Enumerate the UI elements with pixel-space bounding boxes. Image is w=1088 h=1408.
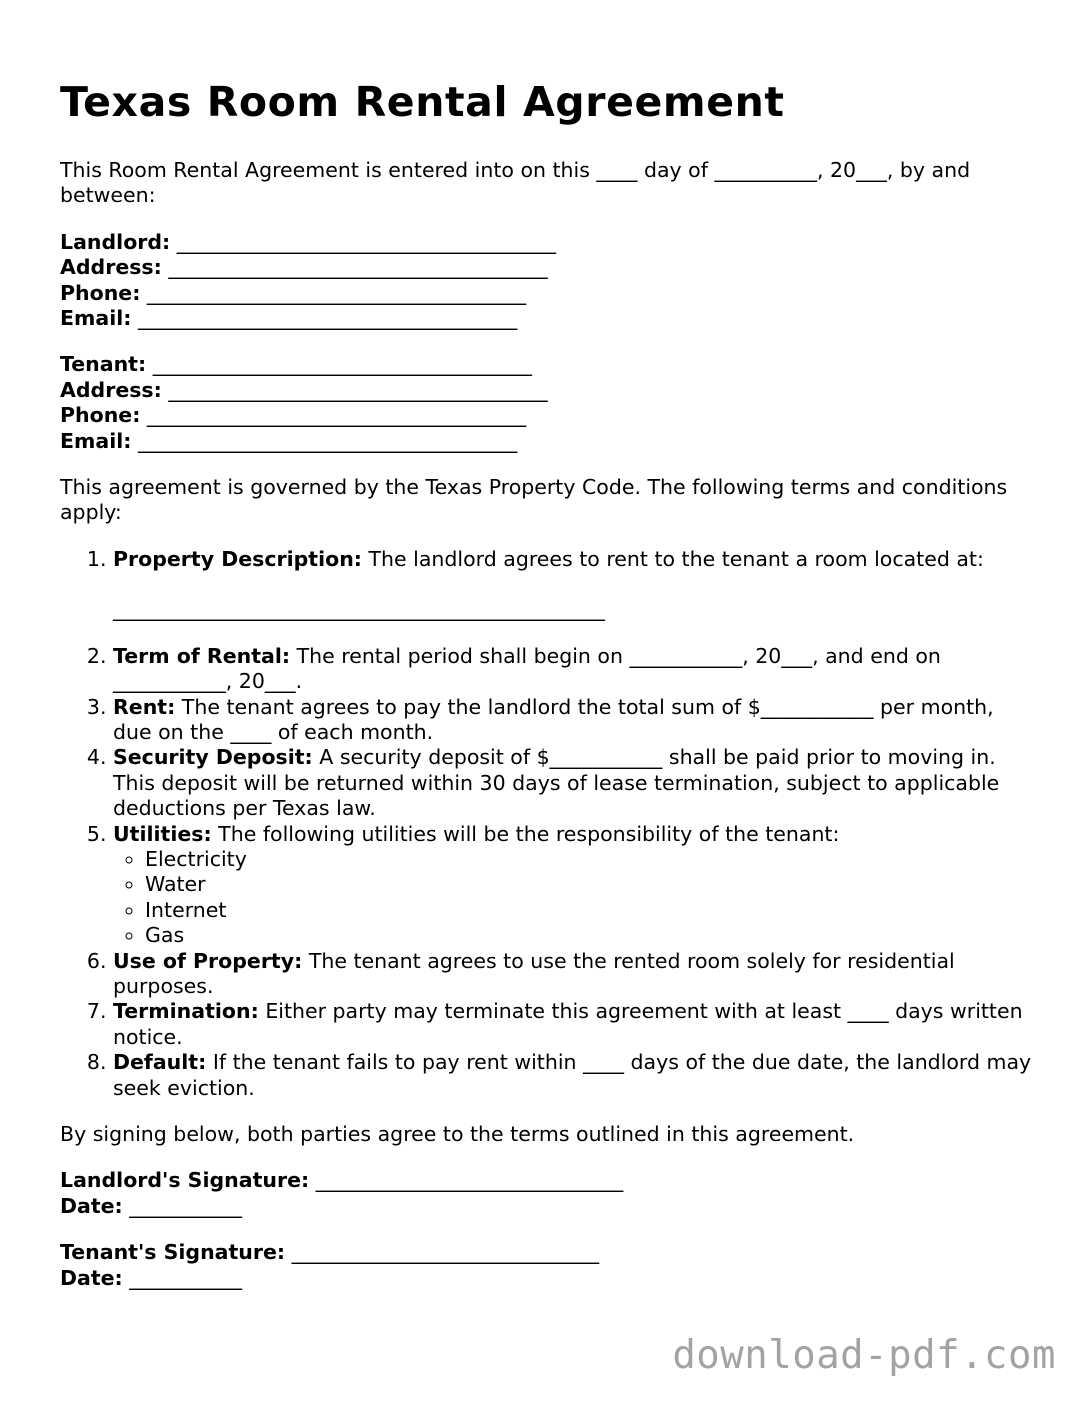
utility-item: ◦ Internet xyxy=(145,898,1035,923)
tenant-phone-field xyxy=(60,403,1035,428)
landlord-date-blank: ___________ xyxy=(122,1193,243,1218)
landlord-address-field xyxy=(60,255,1035,280)
term-text: If the tenant fails to pay rent within ____ days of the due date, the landlord may seek eviction. xyxy=(113,1050,1032,1100)
tenant-signature-blank: ______________________________ xyxy=(285,1240,600,1265)
landlord-phone-field xyxy=(60,281,1035,306)
term-text: The following utilities will be the responsibility of the tenant: xyxy=(211,821,840,846)
landlord-signature-field xyxy=(60,1168,1035,1193)
term-utilities xyxy=(113,822,1035,949)
tenant-info-block xyxy=(60,352,1035,454)
property-address-blank: ________________________________________________ xyxy=(113,597,605,622)
landlord-email-label: Email: xyxy=(60,306,132,331)
utility-item: ◦ Electricity xyxy=(145,847,1035,872)
tenant-address-field xyxy=(60,378,1035,403)
governing-law-paragraph: This agreement is governed by the Texas Property Code. The following terms and conditions apply: xyxy=(60,475,1008,525)
term-label: Utilities: xyxy=(113,821,212,846)
tenant-date-blank: ___________ xyxy=(122,1265,243,1290)
term-label: Property Description: xyxy=(113,546,362,571)
tenant-phone-blank: _____________________________________ xyxy=(140,403,527,428)
landlord-date-label: Date: xyxy=(60,1193,123,1218)
term-text: Either party may terminate this agreement with at least ____ days written notice. xyxy=(113,999,1023,1049)
term-use-of-property xyxy=(113,949,1035,1000)
utilities-list xyxy=(113,847,1035,949)
tenant-name-blank: _____________________________________ xyxy=(146,352,532,377)
landlord-name-blank: _____________________________________ xyxy=(170,229,557,254)
landlord-signature-block xyxy=(60,1168,1035,1219)
tenant-phone-label: Phone: xyxy=(60,403,141,428)
term-label: Term of Rental: xyxy=(113,643,291,668)
term-text: The rental period shall begin on ___________, 20___, and end on ___________, 20___. xyxy=(113,643,941,694)
landlord-signature-label: Landlord's Signature: xyxy=(60,1168,310,1193)
term-label: Use of Property: xyxy=(113,948,303,973)
term-property-description xyxy=(113,547,1035,623)
term-text: The tenant agrees to pay the landlord the total sum of $___________ per month, due on the ____ of each month. xyxy=(113,694,994,744)
landlord-signature-blank: ______________________________ xyxy=(309,1168,624,1193)
term-rent xyxy=(113,695,1035,746)
tenant-name-field xyxy=(60,352,1035,377)
term-text: The landlord agrees to rent to the tenant a room located at: xyxy=(362,546,984,571)
landlord-name-label: Landlord: xyxy=(60,229,171,254)
landlord-date-field xyxy=(60,1194,1035,1219)
term-label: Termination: xyxy=(113,999,259,1024)
tenant-address-label: Address: xyxy=(60,377,162,402)
landlord-email-field xyxy=(60,306,1035,331)
landlord-name-field xyxy=(60,230,1035,255)
term-termination xyxy=(113,999,1035,1050)
signing-intro-paragraph: By signing below, both parties agree to the terms outlined in this agreement. xyxy=(60,1122,855,1146)
landlord-phone-label: Phone: xyxy=(60,280,141,305)
terms-list xyxy=(60,547,1035,1101)
landlord-phone-blank: _____________________________________ xyxy=(140,280,527,305)
term-security-deposit xyxy=(113,745,1035,821)
term-rental-period xyxy=(113,644,1035,695)
document-title: Texas Room Rental Agreement xyxy=(60,78,785,126)
term-label: Security Deposit: xyxy=(113,745,313,770)
tenant-date-field xyxy=(60,1266,1035,1291)
tenant-signature-field xyxy=(60,1240,1035,1265)
term-text: A security deposit of $___________ shall be paid prior to moving in. This deposit will be returned within 30 days of lease termination, subject to applicable deductions per Texas law. xyxy=(113,745,1000,821)
tenant-date-label: Date: xyxy=(60,1265,123,1290)
landlord-info-block xyxy=(60,230,1035,332)
landlord-address-label: Address: xyxy=(60,255,162,280)
utility-item: ◦ Water xyxy=(145,872,1035,897)
tenant-email-label: Email: xyxy=(60,428,132,453)
tenant-email-blank: _____________________________________ xyxy=(131,428,518,453)
tenant-address-blank: _____________________________________ xyxy=(161,377,548,402)
landlord-address-blank: _____________________________________ xyxy=(161,255,548,280)
document-page xyxy=(60,76,1035,1312)
tenant-email-field xyxy=(60,429,1035,454)
term-text: The tenant agrees to use the rented room solely for residential purposes. xyxy=(113,948,955,998)
tenant-signature-block xyxy=(60,1240,1035,1291)
utility-item: ◦ Gas xyxy=(145,923,1035,948)
tenant-name-label: Tenant: xyxy=(60,352,147,377)
landlord-email-blank: _____________________________________ xyxy=(131,306,518,331)
tenant-signature-label: Tenant's Signature: xyxy=(60,1240,286,1265)
term-label: Rent: xyxy=(113,694,176,719)
intro-paragraph: This Room Rental Agreement is entered into on this ____ day of __________, 20___, by and between: xyxy=(60,158,971,208)
term-label: Default: xyxy=(113,1050,207,1075)
watermark-text: download-pdf.com xyxy=(672,1333,1056,1378)
term-default xyxy=(113,1050,1035,1101)
